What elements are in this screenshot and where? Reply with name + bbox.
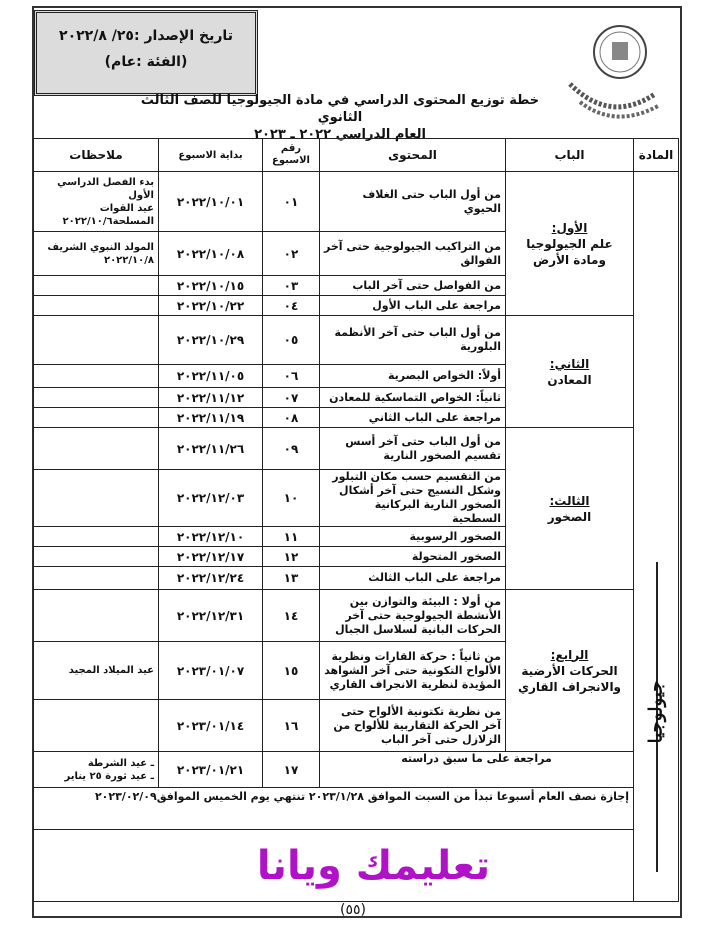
week-number: ١١ [263,527,320,547]
content-cell: الصخور المتحولة [320,547,506,567]
week-number: ١٧ [263,752,320,788]
issue-date: تاريخ الإصدار :٢٥/ ٢٠٢٢/٨ [59,28,233,44]
table-row [34,316,679,365]
week-start-date: ٢٠٢٢/١٢/٢٤ [159,567,263,590]
notes-cell [34,316,159,365]
notes-cell: ـ عيد الشرطة ـ عيد ثورة ٢٥ يناير [34,752,159,788]
watermark-cell [34,830,634,902]
content-cell: من التراكيب الجيولوجية حتى آخر الفوالق [320,232,506,276]
week-number: ١٥ [263,642,320,700]
week-start-date: ٢٠٢٢/١٢/١٧ [159,547,263,567]
week-start-date: ٢٠٢٣/٠١/٢١ [159,752,263,788]
week-number: ٠٦ [263,365,320,388]
content-cell: من الفواصل حتى آخر الباب [320,276,506,296]
notes-cell [34,567,159,590]
content-cell: من أول الباب حتى آخر أسس تقسيم الصخور النارية [320,428,506,470]
notes-cell [34,470,159,527]
content-cell: مراجعة على الباب الثالث [320,567,506,590]
week-start-date: ٢٠٢٣/٠١/٠٧ [159,642,263,700]
week-start-date: ٢٠٢٢/١٢/٣١ [159,590,263,642]
content-cell: من أولا : البيئة والتوازن بين الأنشطة الجيولوجية حتى آخر الحركات البانية لسلاسل الجبال [320,590,506,642]
subject-name: جيولوجيا [645,680,667,744]
content-cell: مراجعة على الباب الأول [320,296,506,316]
content-cell: من ثانياً : حركة القارات ونظرية الألواح التكونية حتى آخر الشواهد المؤيدة لنظرية الانجراف القاري [320,642,506,700]
content-cell: ثانياً: الخواص التماسكية للمعادن [320,388,506,408]
watermark-text: تعليمك ويانا [256,842,491,889]
notes-cell [34,276,159,296]
title: خطة توزيع المحتوى الدراسي في مادة الجيولوجيا للصف الثالث الثانوي [140,93,540,125]
notes-cell [34,388,159,408]
content-cell: من أول الباب حتى آخر الأنظمة البلورية [320,316,506,365]
week-start-date: ٢٠٢٢/١١/٠٥ [159,365,263,388]
chapter-title: الثاني: [549,356,590,371]
col-notes: ملاحظات [34,139,159,172]
week-number: ٠٩ [263,428,320,470]
content-cell: من أول الباب حتى الغلاف الحيوي [320,172,506,232]
col-content: المحتوى [320,139,506,172]
content-cell: مراجعة على الباب الثاني [320,408,506,428]
week-number: ١٣ [263,567,320,590]
week-start-date: ٢٠٢٢/١٠/١٥ [159,276,263,296]
week-start-date: ٢٠٢٢/١١/٢٦ [159,428,263,470]
academic-year: العام الدراسي ٢٠٢٢ ـ ٢٠٢٣ [254,127,426,142]
week-number: ١٤ [263,590,320,642]
content-cell: مراجعة على ما سبق دراسته [320,752,634,788]
week-start-date: ٢٠٢٢/١١/١٩ [159,408,263,428]
subject-cell [634,172,679,902]
notes-cell [34,547,159,567]
chapter-cell [506,428,634,590]
chapter-name: علم الجيولوجيا ومادة الأرض [526,236,613,267]
week-start-date: ٢٠٢٢/١٢/١٠ [159,527,263,547]
notes-cell [34,590,159,642]
category: (الفئة :عام) [104,54,188,70]
chapter-name: الصخور [547,509,592,524]
table-header [34,139,679,172]
watermark-row [34,830,679,902]
chapter-title: الأول: [551,220,588,235]
week-number: ٠٧ [263,388,320,408]
week-number: ٠٢ [263,232,320,276]
holiday-row [34,788,679,830]
table-row [34,172,679,232]
week-start-date: ٢٠٢٣/٠١/١٤ [159,700,263,752]
notes-cell [34,700,159,752]
issue-date-box [34,10,258,96]
holiday-note: إجازة نصف العام أسبوعا تبدأ من السبت الموافق ٢٠٢٣/١/٢٨ تنتهي يوم الخميس الموافق٢٠٢٣/٠٢/٠٩ [34,788,634,830]
week-start-date: ٢٠٢٢/١٠/٠٨ [159,232,263,276]
week-number: ٠٤ [263,296,320,316]
week-start-date: ٢٠٢٢/١٠/٠١ [159,172,263,232]
chapter-name: المعادن [547,372,592,387]
week-number: ١٦ [263,700,320,752]
content-distribution-table [33,138,679,902]
content-cell: الصخور الرسوبية [320,527,506,547]
col-subject: المادة [634,139,679,172]
week-start-date: ٢٠٢٢/١٢/٠٣ [159,470,263,527]
chapter-title: الرابع: [550,647,589,662]
document-title [120,92,560,143]
notes-cell: المولد النبوي الشريف ٢٠٢٢/١٠/٨ [34,232,159,276]
week-number: ١٢ [263,547,320,567]
week-start-date: ٢٠٢٢/١١/١٢ [159,388,263,408]
col-week-start: بداية الاسبوع [159,139,263,172]
notes-cell: عيد الميلاد المجيد [34,642,159,700]
week-number: ٠٣ [263,276,320,296]
col-week-no: رقم الاسبوع [263,139,320,172]
chapter-title: الثالث: [549,493,590,508]
content-cell: من نظرية تكتونية الألواح حتى آخر الحركة التقاربية للألواح من الزلازل حتى آخر الباب [320,700,506,752]
notes-cell: بدء الفصل الدراسي الأول عيد القوات المسلحة٢٠٢٢/١٠/٦ [34,172,159,232]
notes-cell [34,527,159,547]
week-number: ١٠ [263,470,320,527]
chapter-cell [506,172,634,316]
week-number: ٠١ [263,172,320,232]
week-number: ٠٥ [263,316,320,365]
table-row [34,752,679,788]
notes-cell [34,408,159,428]
notes-cell [34,365,159,388]
notes-cell [34,296,159,316]
table-row [34,590,679,642]
col-chapter: الباب [506,139,634,172]
page-number: (٥٥) [340,902,366,918]
week-start-date: ٢٠٢٢/١٠/٢٩ [159,316,263,365]
ministry-logo [560,14,660,124]
notes-cell [34,428,159,470]
week-number: ٠٨ [263,408,320,428]
chapter-cell [506,590,634,752]
content-cell: أولاً: الخواص البصرية [320,365,506,388]
chapter-cell [506,316,634,428]
table-row [34,428,679,470]
week-start-date: ٢٠٢٢/١٠/٢٢ [159,296,263,316]
content-cell: من التقسيم حسب مكان التبلور وشكل النسيج حتى آخر أشكال الصخور النارية البركانية السطحية [320,470,506,527]
chapter-name: الحركات الأرضية والانجراف القاري [517,663,622,694]
